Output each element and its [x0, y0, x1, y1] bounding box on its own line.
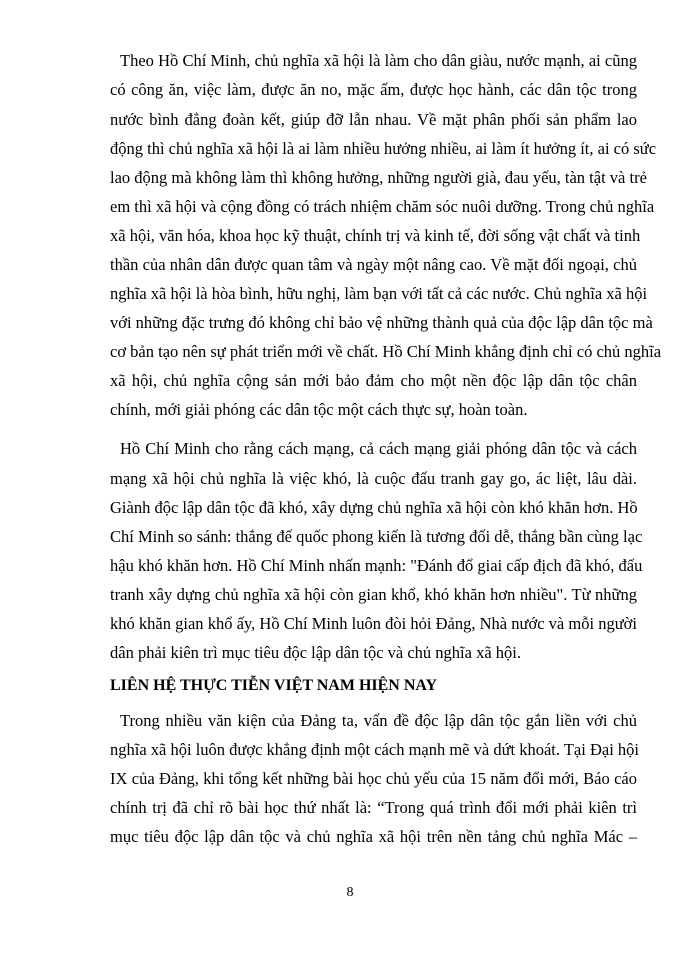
paragraph-1-line-4: động thì chủ nghĩa xã hội là ai làm nhiều hưởng nhiều, ai làm ít hưởng ít, ai có sức — [110, 139, 657, 158]
paragraph-1-line-9: nghĩa xã hội là hòa bình, hữu nghị, làm bạn với tất cả các nước. Chủ nghĩa xã hội — [110, 284, 648, 303]
paragraph-2-line-3: Giành độc lập dân tộc đã khó, xây dựng chủ nghĩa xã hội còn khó khăn hơn. Hồ — [110, 498, 638, 517]
paragraph-2-line-4: Chí Minh so sánh: thắng đế quốc phong kiến là tương đối dễ, thắng bần cùng lạc — [110, 527, 643, 546]
page-number: 8 — [346, 885, 354, 900]
paragraph-1-line-8: thần của nhân dân được quan tâm và ngày một nâng cao. Về mặt đối ngoại, chủ — [110, 255, 637, 274]
paragraph-3-line-3: IX của Đảng, khi tổng kết những bài học chủ yếu của 15 năm đổi mới, Báo cáo — [110, 769, 637, 788]
paragraph-2-line-8: dân phải kiên trì mục tiêu độc lập dân tộc và chủ nghĩa xã hội. — [110, 643, 522, 662]
paragraph-3-line-1: Trong nhiều văn kiện của Đảng ta, vấn đề độc lập dân tộc gắn liền với chủ — [120, 711, 637, 730]
paragraph-2-line-5: hậu khó khăn hơn. Hồ Chí Minh nhấn mạnh: "Đánh đổ giai cấp địch đã khó, đấu — [110, 556, 643, 575]
paragraph-2-line-2: mạng xã hội chủ nghĩa là việc khó, là cuộc đấu tranh gay go, ác liệt, lâu dài. — [110, 469, 637, 488]
paragraph-1-line-5: lao động mà không làm thì không hưởng, những người già, đau yếu, tàn tật và trẻ — [110, 168, 647, 187]
paragraph-1-line-10: với những đặc trưng đó không chỉ bảo vệ những thành quả của độc lập dân tộc mà — [110, 313, 653, 332]
paragraph-3-line-4: chính trị đã chỉ rõ bài học thứ nhất là: “Trong quá trình đổi mới phải kiên trì — [110, 798, 637, 817]
paragraph-2-line-1: Hồ Chí Minh cho rằng cách mạng, cả cách mạng giải phóng dân tộc và cách — [120, 439, 637, 458]
section-heading: LIÊN HỆ THỰC TIỄN VIỆT NAM HIỆN NAY — [110, 677, 438, 694]
paragraph-1-line-2: có công ăn, việc làm, được ăn no, mặc ấm, được học hành, các dân tộc trong — [110, 80, 637, 99]
paragraph-1-line-1: Theo Hồ Chí Minh, chủ nghĩa xã hội là làm cho dân giàu, nước mạnh, ai cũng — [120, 51, 637, 70]
paragraph-1-line-3: nước bình đẳng đoàn kết, giúp đỡ lẫn nhau. Về mặt phân phối sản phẩm lao — [110, 110, 637, 129]
paragraph-1-line-13: chính, mới giải phóng các dân tộc một cách thực sự, hoàn toàn. — [110, 400, 528, 419]
paragraph-2-line-7: khó khăn gian khổ ấy, Hồ Chí Minh luôn đòi hỏi Đảng, Nhà nước và mỗi người — [110, 614, 637, 633]
paragraph-3-line-2: nghĩa xã hội luôn được khẳng định một cách mạnh mẽ và dứt khoát. Tại Đại hội — [110, 740, 639, 759]
paragraph-2-line-6: tranh xây dựng chủ nghĩa xã hội còn gian khổ, khó khăn hơn nhiều". Từ những — [110, 585, 637, 604]
paragraph-3-line-5: mục tiêu độc lập dân tộc và chủ nghĩa xã hội trên nền tảng chủ nghĩa Mác – — [110, 827, 637, 846]
paragraph-1-line-11: cơ bản tạo nên sự phát triển mới về chất. Hồ Chí Minh khẳng định chỉ có chủ nghĩa — [110, 342, 662, 361]
paragraph-1-line-6: em thì xã hội và cộng đồng có trách nhiệm chăm sóc nuôi dưỡng. Trong chủ nghĩa — [110, 197, 655, 216]
paragraph-1-line-7: xã hội, văn hóa, khoa học kỹ thuật, chính trị và kinh tế, đời sống vật chất và tinh — [110, 226, 641, 245]
paragraph-1-line-12: xã hội, chủ nghĩa cộng sản mới bảo đảm cho một nền độc lập dân tộc chân — [110, 371, 637, 390]
